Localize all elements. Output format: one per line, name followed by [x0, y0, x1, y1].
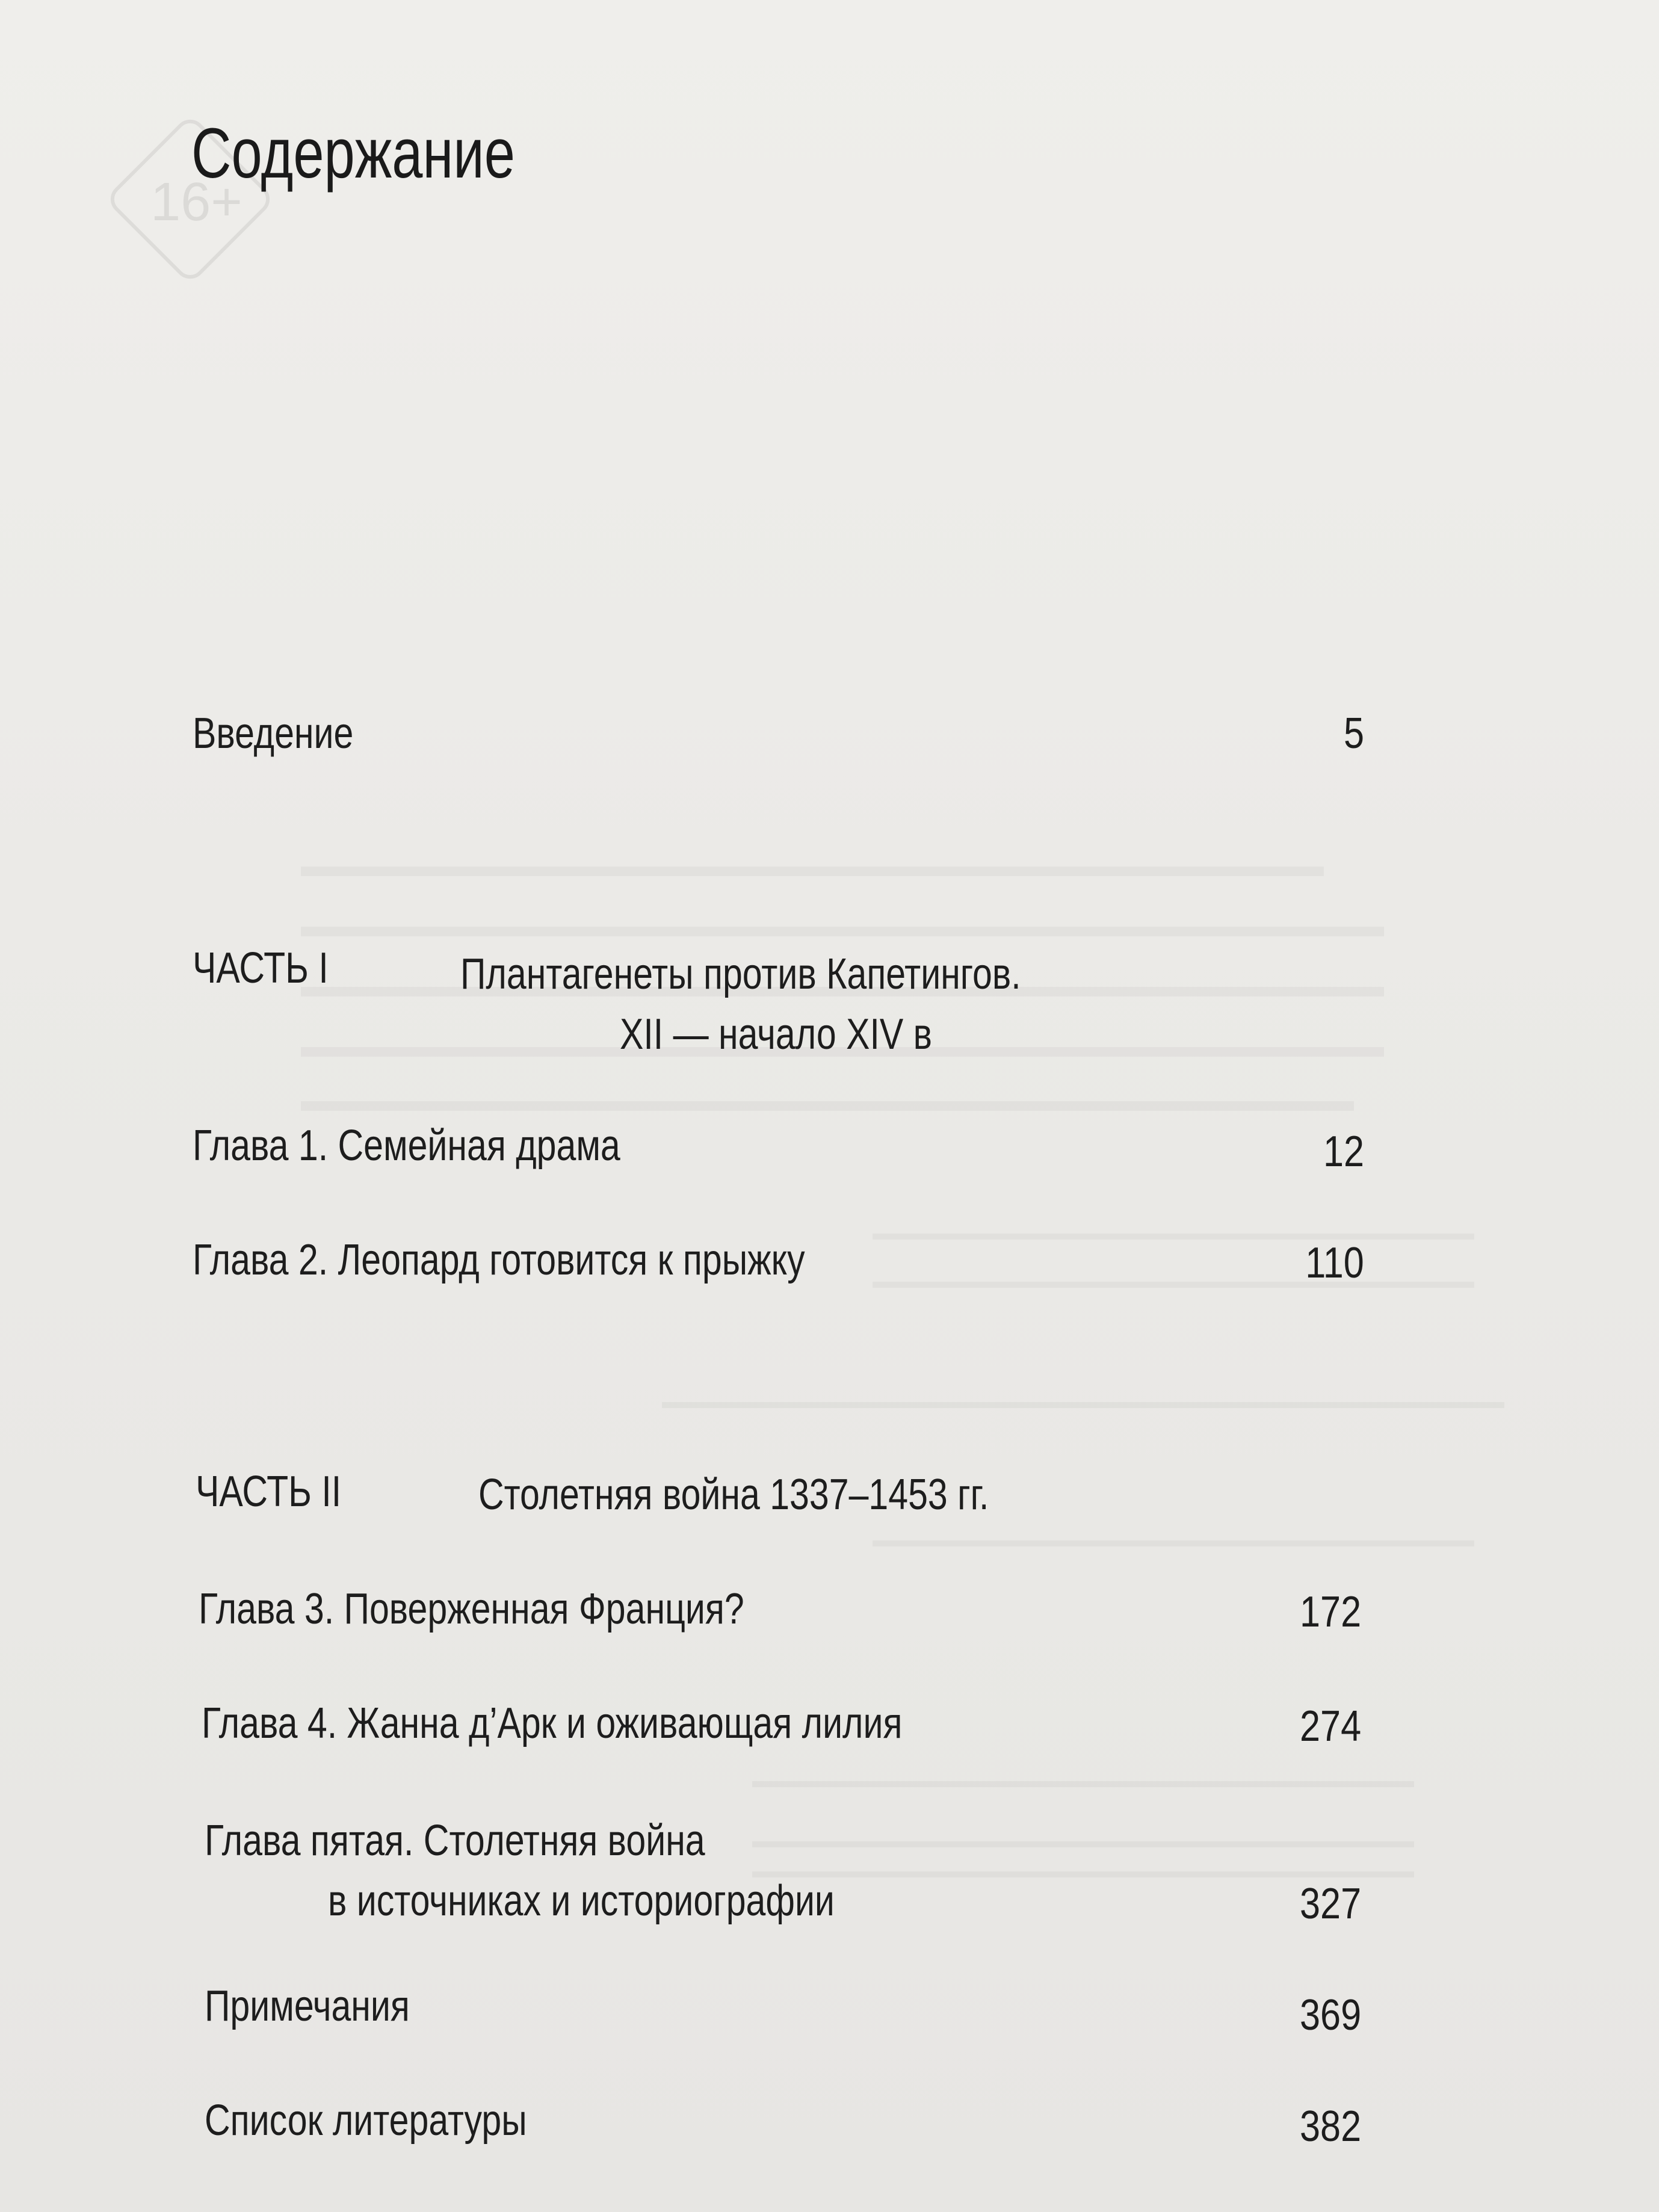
bleed-through-line — [662, 1402, 1504, 1408]
toc-part2-label: ЧАСТЬ II — [196, 1468, 342, 1516]
toc-intro-page: 5 — [1343, 709, 1364, 758]
toc-chapter5-label-line1: Глава пятая. Столетняя война — [205, 1817, 705, 1865]
bleed-through-line — [752, 1841, 1414, 1847]
bleed-through-line — [301, 1101, 1354, 1111]
bleed-through-line — [873, 1282, 1474, 1288]
toc-chapter5-page: 327 — [1299, 1880, 1361, 1928]
toc-intro-label: Введение — [193, 709, 354, 758]
bleed-through-badge-icon: 16+ — [104, 113, 276, 285]
bleed-through-line — [752, 1871, 1414, 1877]
toc-chapter1-page: 12 — [1323, 1128, 1364, 1176]
bleed-through-line — [301, 867, 1324, 876]
toc-chapter2-label: Глава 2. Леопард готовится к прыжку — [193, 1236, 805, 1284]
toc-chapter4-page: 274 — [1299, 1702, 1361, 1750]
bleed-through-line — [873, 1540, 1474, 1546]
bleed-through-line — [301, 927, 1384, 936]
toc-chapter2-page: 110 — [1305, 1239, 1364, 1287]
bleed-through-line — [873, 1234, 1474, 1240]
toc-part2-title-line1: Столетняя война 1337–1453 гг. — [478, 1471, 989, 1519]
toc-chapter3-label: Глава 3. Поверженная Франция? — [199, 1585, 744, 1633]
toc-chapter1-label: Глава 1. Семейная драма — [193, 1122, 620, 1170]
toc-bibliography-page: 382 — [1299, 2102, 1361, 2151]
page-title: Содержание — [191, 114, 515, 193]
toc-part1-title-line1: Плантагенеты против Капетингов. — [460, 950, 1021, 998]
toc-chapter3-page: 172 — [1299, 1588, 1361, 1636]
toc-bibliography-label: Список литературы — [205, 2096, 527, 2145]
bleed-through-line — [752, 1781, 1414, 1787]
toc-chapter5-label-line2: в источниках и историографии — [328, 1877, 835, 1925]
toc-notes-page: 369 — [1299, 1991, 1361, 2039]
toc-part1-label: ЧАСТЬ I — [193, 944, 329, 992]
toc-chapter4-label: Глава 4. Жанна д’Арк и оживающая лилия — [202, 1699, 903, 1747]
toc-notes-label: Примечания — [205, 1982, 410, 2030]
toc-part1-title-line2: XII — начало XIV в — [620, 1010, 933, 1058]
